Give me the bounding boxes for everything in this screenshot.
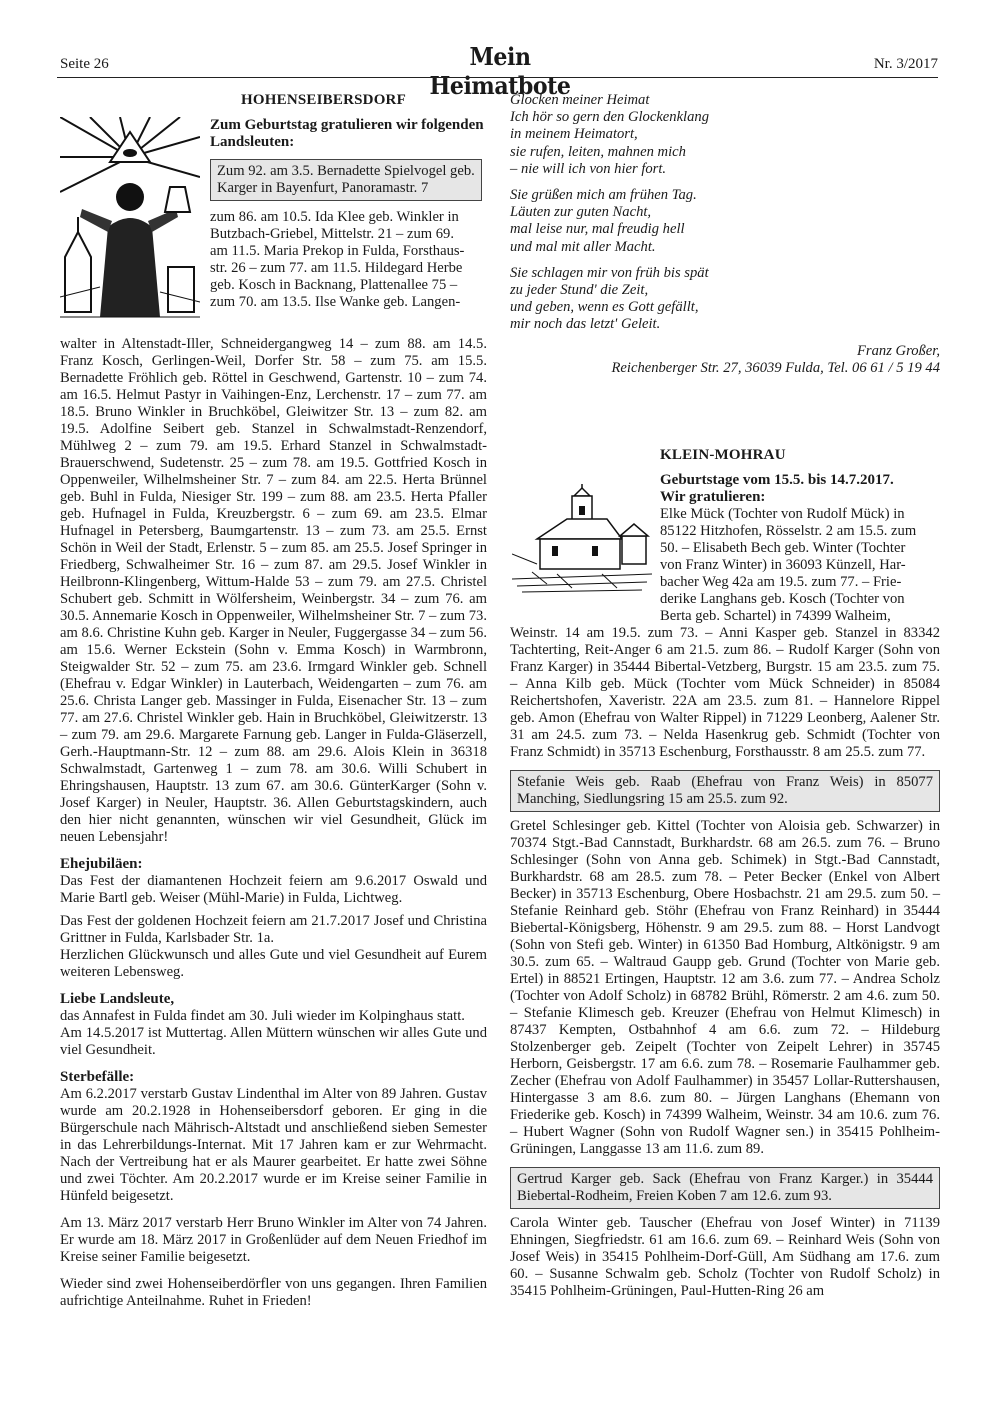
village-church-icon — [512, 484, 652, 594]
wrap-line: von Franz Winter) in 36093 Künzell, Har- — [660, 557, 906, 574]
right-column — [510, 92, 940, 1300]
wrap-line: am 11.5. Maria Prekop in Fulda, Forsthaus- — [210, 243, 465, 259]
wrapped-birthday-lines — [210, 209, 487, 311]
obituary-winkler: Am 13. März 2017 verstarb Herr Bruno Winkler im Alter von 74 Jahren. Er wurde am 18. März 2017 in Großenlüder auf dem Neuen Friedhof im Kreise seiner Familie beigesetzt. — [60, 1215, 487, 1265]
announcement-title: Liebe Landsleute, — [60, 991, 175, 1007]
section-title-klein-mohrau: KLEIN-MOHRAU — [660, 447, 786, 464]
highlight-box-spielvogel: Zum 92. am 3.5. Bernadette Spielvogel geb. Karger in Bayenfurt, Panoramastr. 7 — [210, 159, 482, 201]
poem-author-address: Reichenberger Str. 27, 36039 Fulda, Tel. 06 61 / 5 19 44 — [611, 359, 940, 376]
poem-stanza-2: Sie grüßen mich am frühen Tag. Läuten zur guten Nacht, mal leise nur, mal freudig hell und mal mit aller Macht. — [510, 187, 697, 255]
issue-number: Nr. 3/2017 — [873, 56, 938, 72]
wrap-line: str. 26 – zum 77. am 11.5. Hildegard Herbe — [210, 260, 463, 276]
poem-stanza-3: Sie schlagen mir von früh bis spät zu jeder Stund' die Zeit, und geben, wenn es Gott gefällt, mir noch das letzt' Geleit. — [510, 264, 709, 333]
wrap-line: 85122 Hitzhofen, Rösselstr. 2 am 15.5. zum — [660, 523, 917, 540]
section-title-hohenseibersdorf: HOHENSEIBERSDORF — [241, 92, 406, 108]
poem-stanza-1: Glocken meiner Heimat Ich hör so gern den Glockenklang in meinem Heimatort, sie rufen, leiten, mahnen mich – nie will ich von hier fort. — [510, 92, 709, 177]
deaths-title: Sterbefälle: — [60, 1069, 135, 1085]
jubilee-gold: Das Fest der goldenen Hochzeit feiern am 21.7.2017 Josef und Christina Grittner in Fulda, Karlsbader Str. 1a. — [60, 913, 487, 946]
jubilee-title: Ehejubiläen: — [60, 856, 143, 872]
intro-block — [60, 113, 487, 328]
annafest-notice: das Annafest in Fulda findet am 30. Juli wieder im Kolpinghaus statt. — [60, 1008, 465, 1024]
poem-title: Glocken meiner Heimat — [510, 92, 650, 108]
obituary-lindenthal: Am 6.2.2017 verstarb Gustav Lindenthal im Alter von 89 Jahren. Gustav wurde am 20.2.1928 in Hohenseibersdorf geboren. Er ging in die Bürgerschule nach Mährisch-Altstadt und anschließend sieben Semester in das Lehrerbildungs-Internat. Mit 17 Jahren kam er zur Wehrmacht. Nach der Vertreibung hat er als Maurer gearbeitet. Er hatte zwei Söhne und zwei Töchter. Am 20.2.2017 wurde er im Kreise seiner Familie in Hünfeld beigesetzt. — [60, 1086, 487, 1204]
bell-ringer-woodcut-icon — [60, 117, 200, 322]
klein-mohrau-date-range: Geburtstage vom 15.5. bis 14.7.2017. — [660, 472, 894, 489]
klein-mohrau-greeting: Wir gratulieren: — [660, 489, 766, 506]
highlight-box-weis: Stefanie Weis geb. Raab (Ehefrau von Franz Weis) in 85077 Manching, Siedlungsring 15 am 25.5. zum 92. — [510, 770, 940, 812]
klein-mohrau-birthdays-3: Carola Winter geb. Tauscher (Ehefrau von Josef Winter) in 71139 Ehningen, Siegfriedstr. 61 am 16.6. zum 69. – Reinhard Weis (Sohn von Josef Weis) in 35415 Pohlheim-Dorf-Güll, Am Südhang am 17.6. zum 60. – Susanne Schwalm geb. Scholz (Tochter von Rudolf Scholz) in 35415 Pohlheim-Grüningen, Paul-Hutten-Ring 26 am — [510, 1215, 940, 1300]
header-rule — [57, 77, 938, 78]
closing-remark: Wieder sind zwei Hohenseiberdörfler von uns gegangen. Ihren Familien aufrichtige Anteilnahme. Ruhet in Frieden! — [60, 1276, 487, 1309]
birthday-list: walter in Altenstadt-Iller, Schneidergangweg 14 – zum 88. am 14.5. Franz Kosch, Gerlingen-Weil, Dorfer Str. 58 – zum 75. am 15.5. Bernadette Fröhlich geb. Röttel in Geschwend, Gartenstr. 10 – zum 74. am 16.5. Helmut Pastyr in Vaihingen-Enz, Lerchenstr. 17 – zum 77. am 18.5. Bruno Winkler in Bruchköbel, Gleiwitzer Str. 13 – zum 82. am 19.5. Adolfine Seibert geb. Stanzel in Schwalmstadt-Renzendorf, Mühlweg 2 – zum 79. am 19.5. Erhard Stanzel in Schwalmstadt-Brauerschwend, Sudetenstr. 25 – zum 78. am 19.5. Gottfried Kosch in Oppenweiler, Wilhelmsheiner Str. 7 – zum 84. am 22.5. Herta Brünnel geb. Buhl in Fulda, Niesiger Str. 199 – zum 88. am 23.5. Herta Pfaller geb. Hufnagel in Fulda, Kreuzbergstr. 6 – zum 69. am 23.5. Elmar Hufnagel in Petersberg, Baumgartenstr. 13 – zum 73. am 25.5. Ernst Schön in Weil der Stadt, Erlenstr. 5 – zum 85. am 25.5. Josef Springer in Friedberg, Schwalheimer Str. 16 – zum 87. am 29.5. Josef Winkler in Heilbronn-Klingenberg, Wittum-Halde 53 – zum 79. am 27.5. Christel Schubert geb. Schmitt in Wölfersheim, Weinbergstr. 34 – zum 76. am 30.5. Annemarie Kosch in Oppenweiler, Wilhelmsheiner Str. 7 – zum 73. am 8.6. Christine Kuhn geb. Karger in Neuler, Fuggergasse 34 – zum 56. am 15.6. Werner Eckstein (Sohn v. Emma Kosch) in Warmbronn, Steigwalder Str. 52 – zum 75. am 23.6. Irmgard Winkler geb. Schnell (Ehefrau v. Edgar Winkler) in Lauterbach, Weidengarten – zum 76. am 25.6. Christa Langer geb. Massinger in Fulda, Eisenacher Str. 13 – zum 77. am 27.6. Christel Winkler geb. Hain in Bruchköbel, Gleiwitzerstr. 13 – zum 79. am 29.6. Margarete Farnung geb. Langer in Fulda-Gläserzell, Gerh.-Hauptmann-Str. 12 – zum 88. am 29.6. Alois Klein in 36318 Schwalmstadt, Gartenweg 1 – zum 78. am 30.6. Willi Schubert in Ehringshausen, Hauptstr. 13 zum 67. am 30.6. GünterKarger (Sohn v. Josef Karger) in Neuler, Hauptstr. 36. Allen Geburtstagskindern, auch den hier nicht genannten, wünschen wir viel Gesundheit, Glück im neuen Lebensjahr! — [60, 336, 487, 845]
birthday-intro: Zum Geburtstag gratulieren wir folgenden Landsleuten: — [210, 117, 484, 150]
wrap-line: 50. – Elisabeth Bech geb. Winter (Tochter — [660, 540, 906, 557]
masthead-logo: Mein Heimatbote — [429, 42, 571, 100]
wrap-line: Elke Mück (Tochter von Rudolf Mück) in — [660, 506, 905, 523]
wrap-line: derike Langhans geb. Kosch (Tochter von — [660, 591, 905, 608]
left-column — [60, 92, 487, 1310]
poem — [510, 92, 940, 334]
page-number: Seite 26 — [60, 56, 109, 72]
klein-mohrau-wrap-lines — [660, 506, 940, 625]
klein-mohrau-birthdays-1: Weinstr. 14 am 19.5. zum 73. – Anni Kasper geb. Stanzel in 83342 Tachterting, Reit-Anger 6 am 21.5. zum 86. – Rudolf Karger (Sohn von Franz Karger) in 35444 Bibertal-Vetzberg, Burgstr. 15 am 23.5. zum 75. – Anna Kilb geb. Mück (Tochter vom Mück Schneider) in 85084 Reichertshofen, Xaveristr. 22A am 23.5. zum 81. – Hannelore Rippel geb. Amon (Ehefrau von Walter Rippel) in 71229 Leonberg, Aalener Str. 31 am 24.5. zum 73. – Nelda Hasenkrug geb. Schmidt (Tochter von Franz Schmidt) in 35713 Eschenburg, Forsthausstr. 8 am 25.5. zum 77. — [510, 625, 940, 761]
highlight-box-karger: Gertrud Karger geb. Sack (Ehefrau von Franz Karger.) in 35444 Biebertal-Rodheim, Freien Koben 7 am 12.6. zum 93. — [510, 1167, 940, 1209]
jubilee-diamond: Das Fest der diamantenen Hochzeit feiern am 9.6.2017 Oswald und Marie Bartl geb. Weiser (Mühl-Marie) in Fulda, Lichtweg. — [60, 873, 487, 906]
wrap-line: geb. Kosch in Backnang, Plattenallee 75 – — [210, 277, 458, 293]
wrap-line: zum 86. am 10.5. Ida Klee geb. Winkler in — [210, 209, 459, 225]
wrap-line: Butzbach-Griebel, Mittelstr. 21 – zum 69. — [210, 226, 454, 242]
wrap-line: bacher Weg 42a am 19.5. zum 77. – Frie- — [660, 574, 902, 591]
muttertag-notice: Am 14.5.2017 ist Muttertag. Allen Müttern wünschen wir alles Gute und viel Gesundheit. — [60, 1025, 487, 1058]
jubilee-wishes: Herzlichen Glückwunsch und alles Gute und viel Gesundheit auf Eurem weiteren Lebensweg. — [60, 947, 487, 980]
wrap-line: zum 70. am 13.5. Ilse Wanke geb. Langen- — [210, 294, 461, 310]
poem-author: Franz Großer, — [857, 342, 940, 359]
klein-mohrau-intro-block — [510, 472, 940, 625]
klein-mohrau-birthdays-2: Gretel Schlesinger geb. Kittel (Tochter von Aloisia geb. Schwarzer) in 70374 Stgt.-Bad Cannstadt, Burkhardstr. 68 am 26.5. zum 76. – Bruno Schlesinger (Sohn von Anna geb. Schimek) in Stgt.-Bad Cannstadt, Burkhardstr. 68 am 28.5. zum 78. – Peter Becker (Enkel von Albert Becker) in 35713 Eschenburg, Obere Hosbachstr. 21 am 29.5. zum 50. – Stefanie Reinhard geb. Stöhr (Ehefrau von Franz Reinhard) in 35444 Biebertal-Königsberg, Höhenstr. 9 am 29.5. zum 88. – Horst Landvogt (Sohn von Stefi geb. Winter) in 61350 Bad Homburg, Altkönigstr. 9 am 30.5. zum 65. – Waltraud Gaupp geb. Grund (Tochter von Marie geb. Ertel) in 88521 Ertingen, Hauptstr. 12 am 3.6. zum 77. – Andrea Scholz (Tochter von Adolf Scholz) in 68782 Brühl, Römerstr. 2 am 4.6. zum 50. – Stefanie Klimesch geb. Kreuzer (Ehefrau von Helmut Klimesch) in 87437 Kempten, Ostbahnhof 4 am 6.6. zum 72. – Hildeburg Stolzenberger geb. Zeipelt (Tochter von Zeipelt Lehrer) in 35745 Herborn, Geisbergstr. 17 am 6.6. zum 78. – Rosemarie Faulhammer geb. Zecher (Ehefrau von Adolf Faulhammer) in 35457 Lollar-Ruttershausen, Hintergasse 3 am 8.6. zum 80. – Jürgen Langhans (Ehemann von Friederike geb. Kosch) in 74399 Walheim, Weinstr. 34 am 10.6. zum 76. – Hubert Wagner (Sohn von Rudolf Wagner sen.) in 35415 Pohlheim-Grüningen, Langgasse 13 am 11.6. zum 89. — [510, 818, 940, 1158]
wrap-line: Berta geb. Schartel) in 74399 Walheim, — [660, 608, 891, 625]
